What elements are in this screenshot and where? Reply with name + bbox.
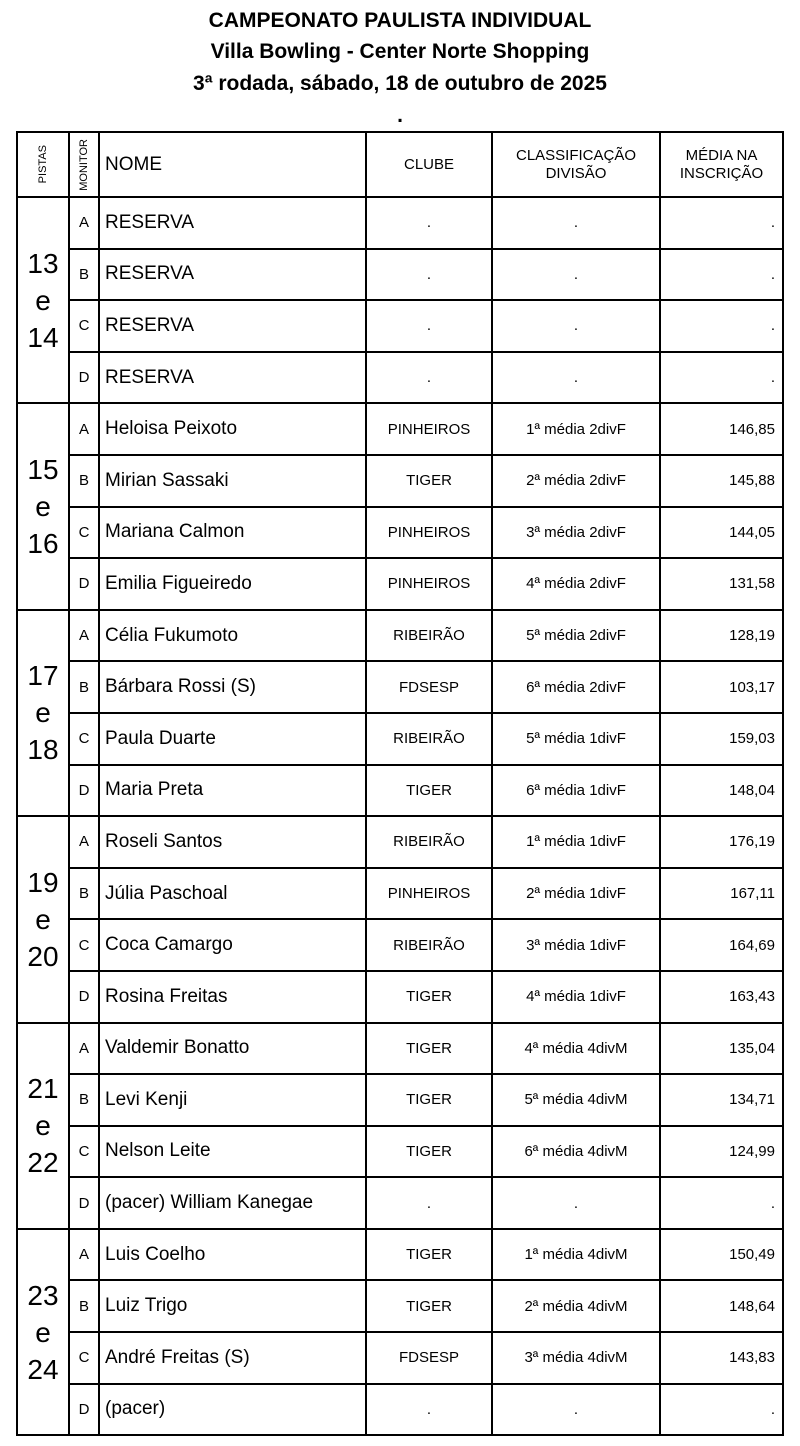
club: PINHEIROS <box>366 868 492 920</box>
monitor-cell: D <box>69 1177 99 1229</box>
club: . <box>366 249 492 301</box>
player-name: Valdemir Bonatto <box>99 1023 366 1075</box>
table-row <box>17 300 783 352</box>
monitor-cell: C <box>69 507 99 559</box>
classification: 5ª média 1divF <box>492 713 660 765</box>
lane-pair: 13 e 14 <box>17 197 69 403</box>
player-name: RESERVA <box>99 352 366 404</box>
club: RIBEIRÃO <box>366 610 492 662</box>
table-row <box>17 197 783 249</box>
table-row <box>17 403 783 455</box>
lane-pair: 21 e 22 <box>17 1023 69 1229</box>
table-row <box>17 713 783 765</box>
player-name: Paula Duarte <box>99 713 366 765</box>
player-name: (pacer) William Kanegae <box>99 1177 366 1229</box>
club: PINHEIROS <box>366 558 492 610</box>
player-name: Mariana Calmon <box>99 507 366 559</box>
club: TIGER <box>366 1023 492 1075</box>
player-name: Levi Kenji <box>99 1074 366 1126</box>
player-name: Nelson Leite <box>99 1126 366 1178</box>
table-row <box>17 661 783 713</box>
header-clube: CLUBE <box>366 132 492 197</box>
club: . <box>366 197 492 249</box>
player-name: Rosina Freitas <box>99 971 366 1023</box>
classification: 1ª média 4divM <box>492 1229 660 1281</box>
lane-pair: 17 e 18 <box>17 610 69 816</box>
average: 124,99 <box>660 1126 783 1178</box>
classification: 4ª média 4divM <box>492 1023 660 1075</box>
club: . <box>366 1177 492 1229</box>
header-nome: NOME <box>99 132 366 197</box>
player-name: Mirian Sassaki <box>99 455 366 507</box>
average: 128,19 <box>660 610 783 662</box>
player-name: Júlia Paschoal <box>99 868 366 920</box>
player-name: Emilia Figueiredo <box>99 558 366 610</box>
club: PINHEIROS <box>366 403 492 455</box>
monitor-cell: D <box>69 352 99 404</box>
classification: . <box>492 300 660 352</box>
classification: 3ª média 1divF <box>492 919 660 971</box>
table-row <box>17 971 783 1023</box>
player-name: Maria Preta <box>99 765 366 817</box>
classification: 1ª média 2divF <box>492 403 660 455</box>
club: . <box>366 1384 492 1436</box>
player-name: Bárbara Rossi (S) <box>99 661 366 713</box>
monitor-cell: B <box>69 1280 99 1332</box>
venue: Villa Bowling - Center Norte Shopping <box>210 40 590 63</box>
club: RIBEIRÃO <box>366 816 492 868</box>
header-monitor: MONITOR <box>69 132 99 197</box>
classification: 6ª média 2divF <box>492 661 660 713</box>
header-classificacao: CLASSIFICAÇÃO DIVISÃO <box>492 132 660 197</box>
table-row <box>17 558 783 610</box>
classification: 4ª média 1divF <box>492 971 660 1023</box>
club: TIGER <box>366 765 492 817</box>
average: 148,04 <box>660 765 783 817</box>
monitor-cell: B <box>69 455 99 507</box>
player-name: Célia Fukumoto <box>99 610 366 662</box>
monitor-cell: B <box>69 249 99 301</box>
average: . <box>660 352 783 404</box>
table-row <box>17 507 783 559</box>
monitor-cell: A <box>69 816 99 868</box>
average: 144,05 <box>660 507 783 559</box>
classification: 2ª média 2divF <box>492 455 660 507</box>
round-date: 3ª rodada, sábado, 18 de outubro de 2025 <box>193 72 607 95</box>
monitor-cell: A <box>69 610 99 662</box>
club: TIGER <box>366 1280 492 1332</box>
average: 148,64 <box>660 1280 783 1332</box>
player-name: Coca Camargo <box>99 919 366 971</box>
classification: 6ª média 4divM <box>492 1126 660 1178</box>
player-name: RESERVA <box>99 197 366 249</box>
average: 135,04 <box>660 1023 783 1075</box>
table-row <box>17 765 783 817</box>
club: RIBEIRÃO <box>366 713 492 765</box>
monitor-cell: A <box>69 197 99 249</box>
monitor-cell: D <box>69 558 99 610</box>
classification: 1ª média 1divF <box>492 816 660 868</box>
classification: . <box>492 1384 660 1436</box>
table-row <box>17 455 783 507</box>
monitor-cell: B <box>69 868 99 920</box>
monitor-cell: A <box>69 403 99 455</box>
championship-title: CAMPEONATO PAULISTA INDIVIDUAL <box>208 9 592 32</box>
table-row <box>17 1177 783 1229</box>
lane-pair: 15 e 16 <box>17 403 69 609</box>
club: TIGER <box>366 1229 492 1281</box>
title-dot: . <box>397 104 403 127</box>
average: 134,71 <box>660 1074 783 1126</box>
monitor-cell: D <box>69 971 99 1023</box>
classification: 2ª média 4divM <box>492 1280 660 1332</box>
club: RIBEIRÃO <box>366 919 492 971</box>
average: 159,03 <box>660 713 783 765</box>
table-row <box>17 1332 783 1384</box>
average: 163,43 <box>660 971 783 1023</box>
average: 131,58 <box>660 558 783 610</box>
table-row <box>17 352 783 404</box>
average: 150,49 <box>660 1229 783 1281</box>
table-row <box>17 1074 783 1126</box>
club: FDSESP <box>366 1332 492 1384</box>
monitor-cell: D <box>69 1384 99 1436</box>
club: . <box>366 300 492 352</box>
monitor-cell: C <box>69 713 99 765</box>
club: TIGER <box>366 455 492 507</box>
club: TIGER <box>366 1126 492 1178</box>
player-name: Roseli Santos <box>99 816 366 868</box>
classification: 5ª média 4divM <box>492 1074 660 1126</box>
monitor-cell: C <box>69 1332 99 1384</box>
club: PINHEIROS <box>366 507 492 559</box>
monitor-cell: A <box>69 1229 99 1281</box>
classification: 3ª média 4divM <box>492 1332 660 1384</box>
table-row <box>17 919 783 971</box>
header-media: MÉDIA NA INSCRIÇÃO <box>660 132 783 197</box>
table-row <box>17 610 783 662</box>
average: 176,19 <box>660 816 783 868</box>
player-name: Luis Coelho <box>99 1229 366 1281</box>
club: . <box>366 352 492 404</box>
club: TIGER <box>366 1074 492 1126</box>
classification: . <box>492 249 660 301</box>
header-row <box>17 132 783 197</box>
classification: 3ª média 2divF <box>492 507 660 559</box>
table-row <box>17 816 783 868</box>
average: . <box>660 1384 783 1436</box>
lane-assignment-table <box>16 131 784 1436</box>
lane-pair: 19 e 20 <box>17 816 69 1022</box>
lane-pair: 23 e 24 <box>17 1229 69 1435</box>
club: FDSESP <box>366 661 492 713</box>
monitor-cell: C <box>69 1126 99 1178</box>
player-name: Luiz Trigo <box>99 1280 366 1332</box>
table-row <box>17 1229 783 1281</box>
table-row <box>17 1280 783 1332</box>
average: . <box>660 249 783 301</box>
player-name: (pacer) <box>99 1384 366 1436</box>
average: . <box>660 1177 783 1229</box>
player-name: Heloisa Peixoto <box>99 403 366 455</box>
monitor-cell: D <box>69 765 99 817</box>
classification: . <box>492 1177 660 1229</box>
monitor-cell: C <box>69 919 99 971</box>
classification: 4ª média 2divF <box>492 558 660 610</box>
player-name: André Freitas (S) <box>99 1332 366 1384</box>
table-row <box>17 1126 783 1178</box>
average: . <box>660 300 783 352</box>
average: 146,85 <box>660 403 783 455</box>
monitor-cell: B <box>69 661 99 713</box>
average: 103,17 <box>660 661 783 713</box>
classification: . <box>492 197 660 249</box>
average: 167,11 <box>660 868 783 920</box>
average: 143,83 <box>660 1332 783 1384</box>
table-row <box>17 1023 783 1075</box>
player-name: RESERVA <box>99 249 366 301</box>
classification: 6ª média 1divF <box>492 765 660 817</box>
table-row <box>17 1384 783 1436</box>
average: 164,69 <box>660 919 783 971</box>
average: 145,88 <box>660 455 783 507</box>
monitor-cell: B <box>69 1074 99 1126</box>
player-name: RESERVA <box>99 300 366 352</box>
club: TIGER <box>366 971 492 1023</box>
monitor-cell: A <box>69 1023 99 1075</box>
classification: 5ª média 2divF <box>492 610 660 662</box>
table-row <box>17 868 783 920</box>
table-row <box>17 249 783 301</box>
classification: 2ª média 1divF <box>492 868 660 920</box>
header-pistas: PISTAS <box>17 132 69 197</box>
classification: . <box>492 352 660 404</box>
average: . <box>660 197 783 249</box>
monitor-cell: C <box>69 300 99 352</box>
